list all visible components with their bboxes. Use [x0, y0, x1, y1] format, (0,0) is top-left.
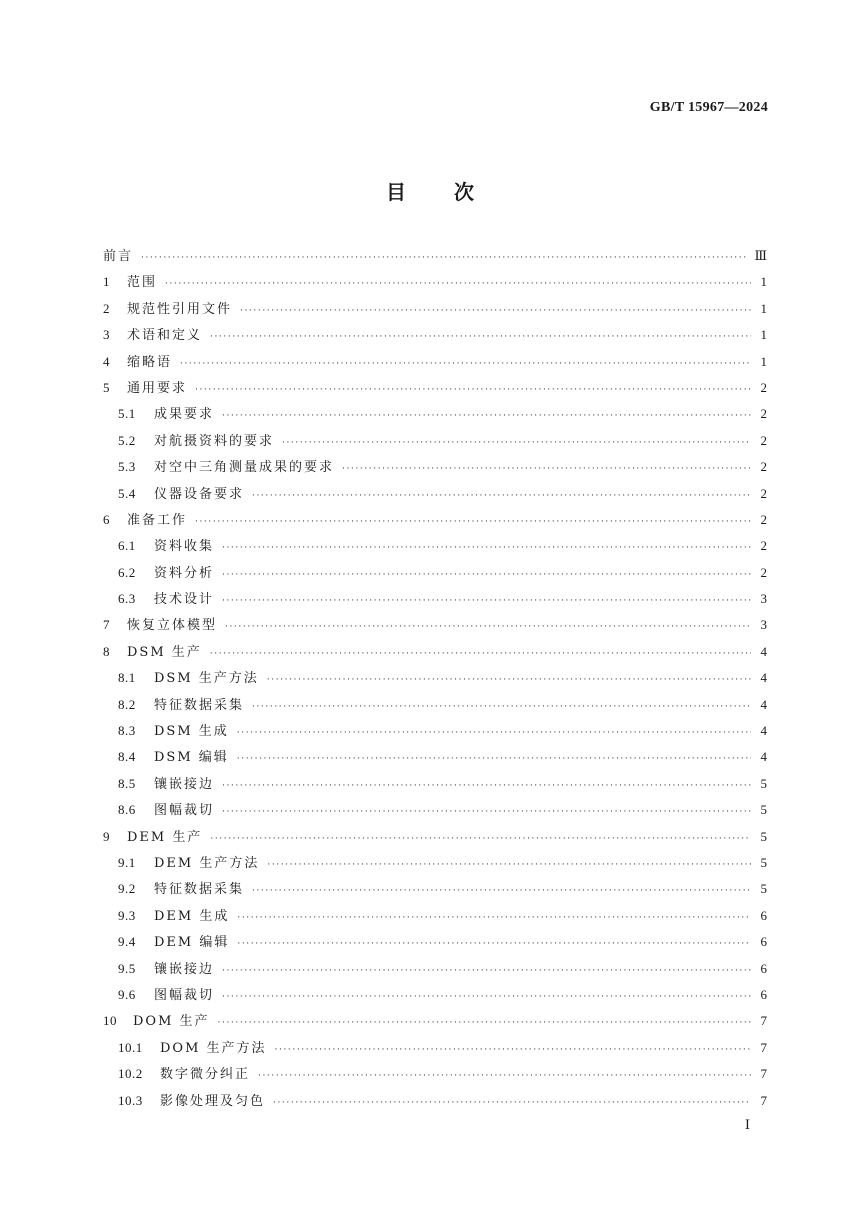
- toc-dot-leader: [222, 535, 751, 561]
- toc-entry-title: 技术设计: [154, 592, 215, 608]
- toc-entry-title: 通用要求: [127, 380, 188, 396]
- toc-entry-number: 9.2: [118, 881, 136, 897]
- toc-entry[interactable]: [103, 771, 767, 797]
- toc-entry-page: 4: [760, 723, 767, 739]
- toc-title-char: 目: [386, 180, 406, 204]
- toc-entry-page: 5: [760, 854, 767, 870]
- toc-entry-page: 1: [760, 274, 767, 290]
- toc-entry-title: DOM 生产: [133, 1014, 210, 1030]
- toc-dot-leader: [222, 562, 751, 588]
- toc-entry-number: 10.3: [118, 1092, 143, 1108]
- toc-entry-title: 镶嵌接边: [154, 776, 215, 792]
- toc-dot-leader: [225, 614, 751, 640]
- toc-dot-leader: [222, 984, 751, 1010]
- toc-entry-number: 8.1: [118, 670, 136, 686]
- toc-dot-leader: [267, 852, 751, 878]
- toc-entry[interactable]: [103, 903, 767, 929]
- toc-title-char: 次: [454, 180, 474, 204]
- toc-dot-leader: [165, 271, 751, 297]
- toc-dot-leader: [237, 905, 751, 931]
- toc-dot-leader: [195, 377, 751, 403]
- toc-entry-page: 2: [760, 406, 767, 422]
- toc-entry-number: 10: [103, 1013, 117, 1029]
- toc-entry-page: 2: [760, 538, 767, 554]
- toc-dot-leader: [252, 878, 751, 904]
- toc-entry-title: 规范性引用文件: [127, 301, 233, 317]
- toc-entry-page: 1: [760, 300, 767, 316]
- toc-entry[interactable]: [103, 982, 767, 1008]
- toc-entry-number: 10.2: [118, 1066, 143, 1082]
- toc-dot-leader: [218, 1010, 751, 1036]
- toc-entry-title: 范围: [127, 275, 158, 291]
- toc-entry-page: 4: [760, 696, 767, 712]
- toc-entry-title: 恢复立体模型: [127, 618, 218, 634]
- toc-entry-title: DEM 编辑: [154, 935, 230, 951]
- toc-entry-title: 图幅裁切: [154, 803, 215, 819]
- toc-entry[interactable]: [103, 929, 767, 955]
- toc-entry-page: 1: [760, 327, 767, 343]
- toc-entry-number: 8.2: [118, 696, 136, 712]
- toc-entry[interactable]: [103, 1008, 767, 1034]
- toc-entry-page: 2: [760, 459, 767, 475]
- toc-entry-page: 2: [760, 485, 767, 501]
- toc-entry-page: 1: [760, 353, 767, 369]
- toc-entry[interactable]: [103, 612, 767, 638]
- toc-dot-leader: [222, 773, 751, 799]
- toc-entry-title: 准备工作: [127, 512, 188, 528]
- toc-title: [0, 176, 860, 205]
- toc-entry-page: 4: [760, 670, 767, 686]
- toc-entry-title: DOM 生产方法: [160, 1040, 267, 1056]
- toc-entry[interactable]: [103, 269, 767, 295]
- toc-entry-number: 9.6: [118, 986, 136, 1002]
- toc-entry-title: 对航摄资料的要求: [154, 433, 275, 449]
- toc-dot-leader: [210, 641, 751, 667]
- toc-entry-title: 数字微分纠正: [160, 1067, 251, 1083]
- toc-entry[interactable]: [103, 824, 767, 850]
- toc-dot-leader: [252, 483, 751, 509]
- toc-entry-number: 9.5: [118, 960, 136, 976]
- toc-entry[interactable]: [103, 243, 767, 269]
- toc-entry-page: 2: [760, 511, 767, 527]
- toc-entry[interactable]: [103, 349, 767, 375]
- toc-entry-number: 8.6: [118, 802, 136, 818]
- toc-entry[interactable]: [103, 639, 767, 665]
- toc-entry-title: 镶嵌接边: [154, 961, 215, 977]
- toc-dot-leader: [240, 298, 751, 324]
- toc-entry-page: 2: [760, 379, 767, 395]
- toc-entry-page: 5: [760, 828, 767, 844]
- toc-dot-leader: [237, 931, 751, 957]
- toc-entry-title: DEM 生成: [154, 908, 230, 924]
- toc-dot-leader: [258, 1063, 751, 1089]
- toc-entry-title: 仪器设备要求: [154, 486, 245, 502]
- toc-dot-leader: [180, 351, 751, 377]
- toc-entry[interactable]: [103, 454, 767, 480]
- toc-entry-page: 3: [760, 591, 767, 607]
- toc-entry[interactable]: [103, 296, 767, 322]
- toc-entry-number: 8: [103, 643, 110, 659]
- standard-code: GB/T 15967—2024: [649, 100, 768, 115]
- toc-entry-number: 3: [103, 327, 110, 343]
- toc-dot-leader: [141, 245, 748, 271]
- toc-entry-number: 10.1: [118, 1039, 143, 1055]
- toc-dot-leader: [282, 430, 751, 456]
- toc-entry-title: 对空中三角测量成果的要求: [154, 460, 335, 476]
- toc-dot-leader: [222, 799, 751, 825]
- toc-entry[interactable]: [103, 1061, 767, 1087]
- toc-entry-page: 6: [760, 907, 767, 923]
- toc-dot-leader: [210, 324, 751, 350]
- toc-entry-title: DEM 生产方法: [154, 855, 260, 871]
- toc-entry-number: 8.3: [118, 723, 136, 739]
- toc-dot-leader: [273, 1090, 751, 1116]
- toc-entry-page: 7: [760, 1092, 767, 1108]
- toc-dot-leader: [237, 746, 751, 772]
- toc-entry-page: 5: [760, 775, 767, 791]
- toc-entry-title: 资料分析: [154, 565, 215, 581]
- toc-list: [103, 243, 767, 1114]
- toc-entry-page: 5: [760, 802, 767, 818]
- toc-entry[interactable]: [103, 850, 767, 876]
- toc-entry-page: 6: [760, 986, 767, 1002]
- toc-entry-title: 前言: [103, 249, 134, 264]
- toc-entry-number: 7: [103, 617, 110, 633]
- toc-entry[interactable]: [103, 507, 767, 533]
- toc-dot-leader: [222, 403, 751, 429]
- toc-entry-page: 4: [760, 643, 767, 659]
- toc-dot-leader: [222, 958, 751, 984]
- toc-entry-number: 6: [103, 511, 110, 527]
- toc-entry[interactable]: [103, 322, 767, 348]
- toc-entry-page: 7: [760, 1039, 767, 1055]
- toc-entry[interactable]: [103, 876, 767, 902]
- toc-entry-number: 5.1: [118, 406, 136, 422]
- page-number: Ⅰ: [744, 1117, 750, 1132]
- toc-entry-title: 资料收集: [154, 539, 215, 555]
- toc-entry[interactable]: [103, 428, 767, 454]
- toc-dot-leader: [237, 720, 751, 746]
- toc-entry[interactable]: [103, 692, 767, 718]
- toc-entry-title: 术语和定义: [127, 328, 203, 344]
- toc-entry[interactable]: [103, 797, 767, 823]
- toc-entry-title: DSM 编辑: [154, 750, 229, 766]
- toc-entry-title: DSM 生成: [154, 724, 229, 740]
- toc-entry-number: 2: [103, 300, 110, 316]
- toc-entry-number: 6.1: [118, 538, 136, 554]
- toc-dot-leader: [275, 1037, 751, 1063]
- toc-dot-leader: [252, 694, 751, 720]
- toc-entry-number: 9.4: [118, 934, 136, 950]
- toc-entry-number: 8.5: [118, 775, 136, 791]
- toc-entry[interactable]: [103, 375, 767, 401]
- toc-entry-number: 5.4: [118, 485, 136, 501]
- toc-dot-leader: [342, 456, 751, 482]
- toc-entry-number: 9.3: [118, 907, 136, 923]
- toc-entry[interactable]: [103, 718, 767, 744]
- toc-entry-title: DEM 生产: [127, 829, 203, 845]
- toc-entry-number: 9.1: [118, 854, 136, 870]
- toc-entry-page: 6: [760, 960, 767, 976]
- toc-entry-page: Ⅲ: [754, 248, 767, 263]
- toc-entry[interactable]: [103, 665, 767, 691]
- toc-entry-page: 4: [760, 749, 767, 765]
- toc-entry-page: 7: [760, 1066, 767, 1082]
- toc-entry-title: 特征数据采集: [154, 882, 245, 898]
- toc-entry[interactable]: [103, 533, 767, 559]
- toc-entry-page: 6: [760, 934, 767, 950]
- toc-entry-number: 8.4: [118, 749, 136, 765]
- toc-entry[interactable]: [103, 744, 767, 770]
- toc-entry-number: 5.3: [118, 459, 136, 475]
- toc-entry-number: 9: [103, 828, 110, 844]
- toc-entry-title: 图幅裁切: [154, 987, 215, 1003]
- toc-dot-leader: [195, 509, 751, 535]
- toc-entry-title: DSM 生产: [127, 644, 202, 660]
- toc-entry[interactable]: [103, 586, 767, 612]
- toc-dot-leader: [210, 826, 751, 852]
- toc-entry-title: 缩略语: [127, 354, 173, 370]
- toc-entry-title: 成果要求: [154, 407, 215, 423]
- toc-entry[interactable]: [103, 956, 767, 982]
- toc-entry-title: 影像处理及匀色: [160, 1093, 266, 1109]
- toc-entry[interactable]: [103, 1088, 767, 1114]
- toc-entry[interactable]: [103, 481, 767, 507]
- toc-entry-number: 6.2: [118, 564, 136, 580]
- toc-entry[interactable]: [103, 401, 767, 427]
- toc-entry-page: 7: [760, 1013, 767, 1029]
- toc-entry-page: 2: [760, 564, 767, 580]
- toc-entry-page: 5: [760, 881, 767, 897]
- toc-entry-title: DSM 生产方法: [154, 671, 259, 687]
- toc-entry[interactable]: [103, 560, 767, 586]
- toc-entry-number: 1: [103, 274, 110, 290]
- toc-entry[interactable]: [103, 1035, 767, 1061]
- toc-entry-page: 2: [760, 432, 767, 448]
- toc-entry-page: 3: [760, 617, 767, 633]
- toc-dot-leader: [222, 588, 751, 614]
- toc-entry-number: 5.2: [118, 432, 136, 448]
- toc-entry-number: 4: [103, 353, 110, 369]
- toc-entry-title: 特征数据采集: [154, 697, 245, 713]
- toc-dot-leader: [267, 667, 751, 693]
- toc-entry-number: 5: [103, 379, 110, 395]
- toc-entry-number: 6.3: [118, 591, 136, 607]
